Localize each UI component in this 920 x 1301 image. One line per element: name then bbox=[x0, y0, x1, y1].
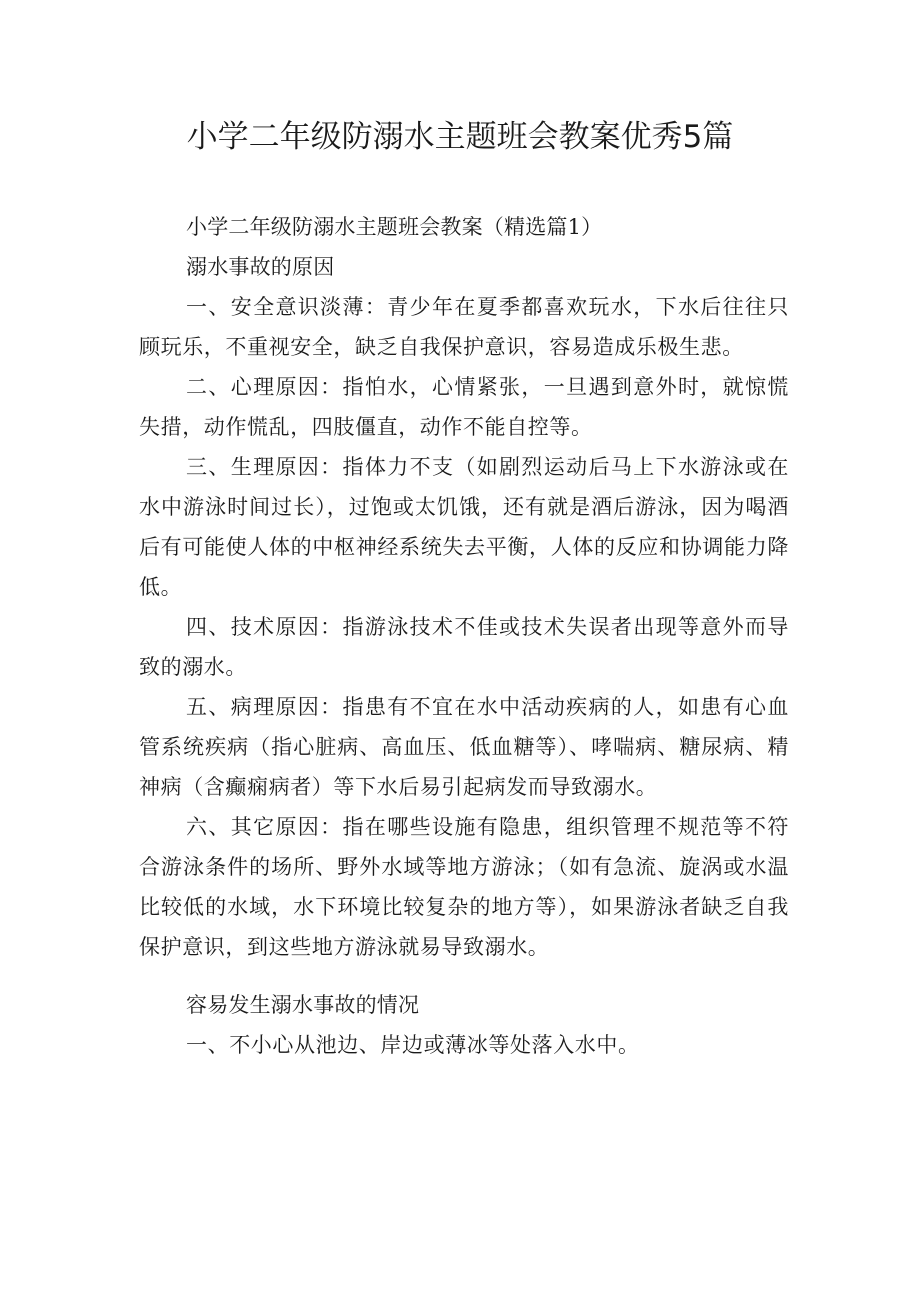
paragraph-spacer bbox=[139, 967, 789, 985]
paragraph-cause-6: 六、其它原因：指在哪些设施有隐患，组织管理不规范等不符合游泳条件的场所、野外水域等地方游泳；（如有急流、旋涡或水温比较低的水域，水下环境比较复杂的地方等），如果游泳者缺乏自我保护意识，到这些地方游泳就易导致溺水。 bbox=[139, 815, 789, 959]
document-body bbox=[139, 207, 789, 1065]
causes-heading: 溺水事故的原因 bbox=[186, 255, 335, 279]
document-title: 小学二年级防溺水主题班会教案优秀5篇 bbox=[186, 119, 734, 155]
paragraph-cause-5: 五、病理原因：指患有不宜在水中活动疾病的人，如患有心血管系统疾病（指心脏病、高血压、低血糖等）、哮喘病、糖尿病、精神病（含癫痫病者）等下水后易引起病发而导致溺水。 bbox=[139, 695, 789, 799]
paragraph-cause-1: 一、安全意识淡薄：青少年在夏季都喜欢玩水，下水后往往只顾玩乐，不重视安全，缺乏自我保护意识，容易造成乐极生悲。 bbox=[139, 295, 789, 359]
paragraph-cause-3: 三、生理原因：指体力不支（如剧烈运动后马上下水游泳或在水中游泳时间过长），过饱或太饥饿，还有就是酒后游泳，因为喝酒后有可能使人体的中枢神经系统失去平衡，人体的反应和协调能力降低。 bbox=[139, 455, 789, 599]
section-title: 小学二年级防溺水主题班会教案（精选篇1） bbox=[186, 215, 603, 239]
paragraph-situation-1: 一、不小心从池边、岸边或薄冰等处落入水中。 bbox=[186, 1033, 640, 1057]
paragraph-cause-4: 四、技术原因：指游泳技术不佳或技术失误者出现等意外而导致的溺水。 bbox=[139, 615, 789, 679]
paragraph-cause-2: 二、心理原因：指怕水，心情紧张，一旦遇到意外时，就惊慌失措，动作慌乱，四肢僵直，动作不能自控等。 bbox=[139, 375, 789, 439]
situations-heading: 容易发生溺水事故的情况 bbox=[186, 993, 420, 1017]
